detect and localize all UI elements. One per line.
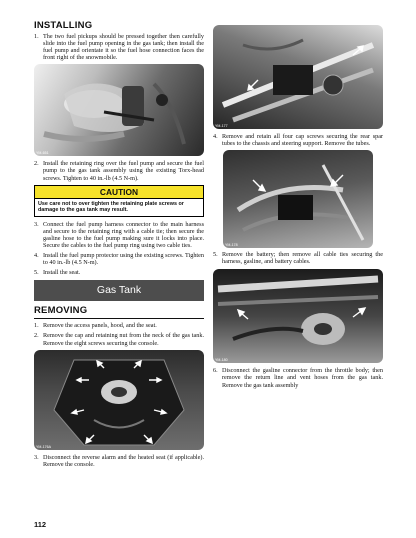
installing-heading: INSTALLING (34, 20, 93, 31)
figure-caption: YM-177 (215, 124, 228, 128)
step-text: Install the seat. (43, 269, 81, 277)
step-number: 4. (34, 252, 39, 260)
removing-step-4 (213, 133, 383, 147)
step-number: 1. (34, 33, 39, 40)
step-number: 3. (34, 220, 39, 228)
figure-caption: YM-178 (225, 243, 238, 248)
heading-rule (34, 318, 204, 319)
step-number: 6. (213, 367, 218, 375)
gas-tank-photo (213, 269, 383, 363)
step-text: Install the fuel pump protector using the existing screws. Tighten to 40 in.-lb (4.5 N-m). (43, 252, 204, 267)
caution-box (34, 185, 204, 217)
console-illustration (34, 350, 204, 450)
removing-step-3 (34, 454, 204, 468)
battery-area-illustration (223, 150, 373, 248)
figure-caption: YM-651 (36, 151, 49, 156)
fuel-pump-illustration (34, 64, 204, 156)
removing-step-5 (213, 251, 383, 265)
removing-step-2 (34, 332, 204, 346)
gas-tank-banner: Gas Tank (34, 280, 204, 301)
caution-text: Use care not to over tighten the retaining plate screws or damage to the gas tank may result. (38, 200, 184, 214)
step-text: Disconnect the reverse alarm and the heated seat (if applicable). Remove the console. (43, 453, 204, 468)
step-text: Disconnect the gasline connector from the throttle body; then remove the return line and vent hoses from the gas tank. Remove the gas tank assembly (222, 367, 383, 389)
installing-step-4 (34, 252, 204, 266)
fuel-pump-photo (34, 64, 204, 156)
figure-caption: YM-176A (36, 444, 51, 449)
step-number: 3. (34, 453, 39, 461)
step-number: 4. (213, 133, 218, 140)
battery-area-photo (223, 150, 373, 248)
step-text: Remove the battery; then remove all cable ties securing the harness, gasline, and battery cables. (222, 251, 383, 266)
page-number: 112 (34, 520, 47, 529)
left-column (34, 20, 204, 471)
step-text: Connect the fuel pump harness connector to the main harness and secure to the retaining ring with a cable tie; then secure the gasline hose to the fuel pump making sure it locks into place. Secure the cables to the fuel pump ring using two cable ties. (43, 220, 204, 249)
step-text: Install the retaining ring over the fuel pump and secure the fuel pump to the gas tank assembly using the existing Torx-head screws. Tighten to 40 in.-lb (4.5 N-m). (43, 160, 204, 182)
step-text: Remove and retain all four cap screws securing the rear spar tubes to the chassis and steering support. Remove the tubes. (222, 133, 383, 148)
caution-title: CAUTION (35, 186, 203, 199)
removing-step-1 (34, 322, 204, 329)
step-text: Remove the cap and retaining nut from the neck of the gas tank. Remove the eight screws securing the console. (43, 332, 204, 347)
step-number: 2. (34, 332, 39, 340)
removing-step-6 (213, 367, 383, 388)
step-number: 2. (34, 160, 39, 168)
right-column (213, 20, 383, 392)
step-text: Remove the access panels, hood, and the seat. (43, 322, 157, 330)
removing-heading: REMOVING (34, 305, 88, 317)
step-number: 5. (213, 251, 218, 259)
step-number: 1. (34, 322, 39, 330)
installing-step-3 (34, 221, 204, 249)
installing-step-5 (34, 269, 204, 276)
console-photo (34, 350, 204, 450)
installing-step-2 (34, 160, 204, 181)
step-text: The two fuel pickups should be pressed together then carefully slide into the fuel pump opening in the gas tank; then install the fuel pump and orientate it so the fuel hose connection faces the front right of the snowmobile. (43, 33, 204, 62)
gas-tank-illustration (213, 269, 383, 363)
spar-tubes-illustration (213, 25, 383, 129)
step-number: 5. (34, 269, 39, 277)
spar-tubes-photo (213, 25, 383, 129)
figure-caption: YM-180 (215, 358, 228, 363)
installing-step-1 (34, 33, 204, 61)
